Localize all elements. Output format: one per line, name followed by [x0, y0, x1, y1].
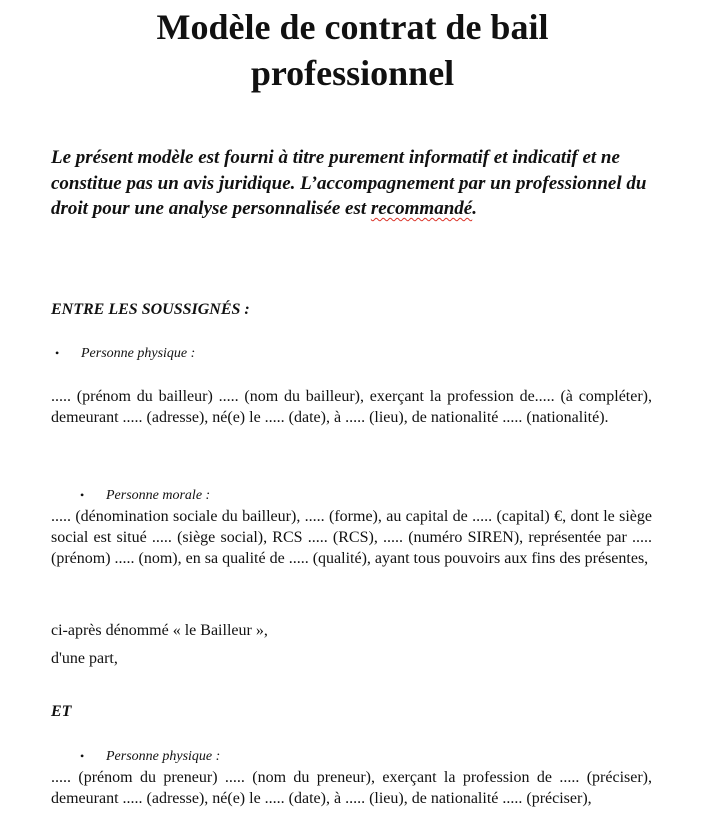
document-title-line-1: Modèle de contrat de bail [156, 7, 549, 47]
bailleur-moral-bullet [80, 486, 210, 505]
document-title-line-2: professionnel [250, 53, 455, 93]
bailleur-physical-paragraph: ..... (prénom du bailleur) ..... (nom du bailleur), exerçant la profession de..... (à compléter), demeurant ..... (adresse), né(e) le ..... (date), à ..... (lieu), de nationalité ..... (nationalité). [51, 388, 652, 426]
bullet-icon: • [55, 346, 60, 360]
and-heading: ET [51, 703, 72, 720]
bailleur-physical-label: Personne physique : [81, 346, 196, 361]
bailleur-designation: ci-après dénommé « le Bailleur », [51, 622, 268, 639]
bullet-icon: • [80, 488, 85, 502]
bailleur-part: d'une part, [51, 650, 118, 667]
bailleur-physical-bullet [55, 344, 195, 363]
disclaimer-paragraph [51, 145, 651, 222]
bailleur-moral-label: Personne morale : [106, 488, 211, 503]
bullet-icon: • [80, 749, 85, 763]
spellcheck-flagged-word[interactable]: recommandé [370, 198, 473, 219]
disclaimer-text: Le présent modèle est fourni à titre purement informatif et indicatif et ne constitue pas un avis juridique. L’accompagnement par un professionnel du droit pour une analyse personnalisée est [51, 147, 647, 219]
preneur-physical-bullet [80, 747, 220, 766]
between-heading: ENTRE LES SOUSSIGNÉS : [51, 301, 250, 318]
disclaimer-end: . [472, 198, 477, 219]
preneur-physical-paragraph: ..... (prénom du preneur) ..... (nom du preneur), exerçant la profession de ..... (préciser), demeurant ..... (adresse), né(e) le ..... (date), à ..... (lieu), de nationalité ..... (préciser), [51, 769, 652, 807]
bailleur-moral-paragraph: ..... (dénomination sociale du bailleur), ..... (forme), au capital de ..... (capital) €, dont le siège social est situé ..... (siège social), RCS ..... (RCS), ..... (numéro SIREN), représentée par ..... (prénom) ..... (nom), en sa qualité de ..... (qualité), ayant tous pouvoirs aux fins des présentes, [51, 508, 652, 567]
preneur-physical-label: Personne physique : [106, 749, 221, 764]
